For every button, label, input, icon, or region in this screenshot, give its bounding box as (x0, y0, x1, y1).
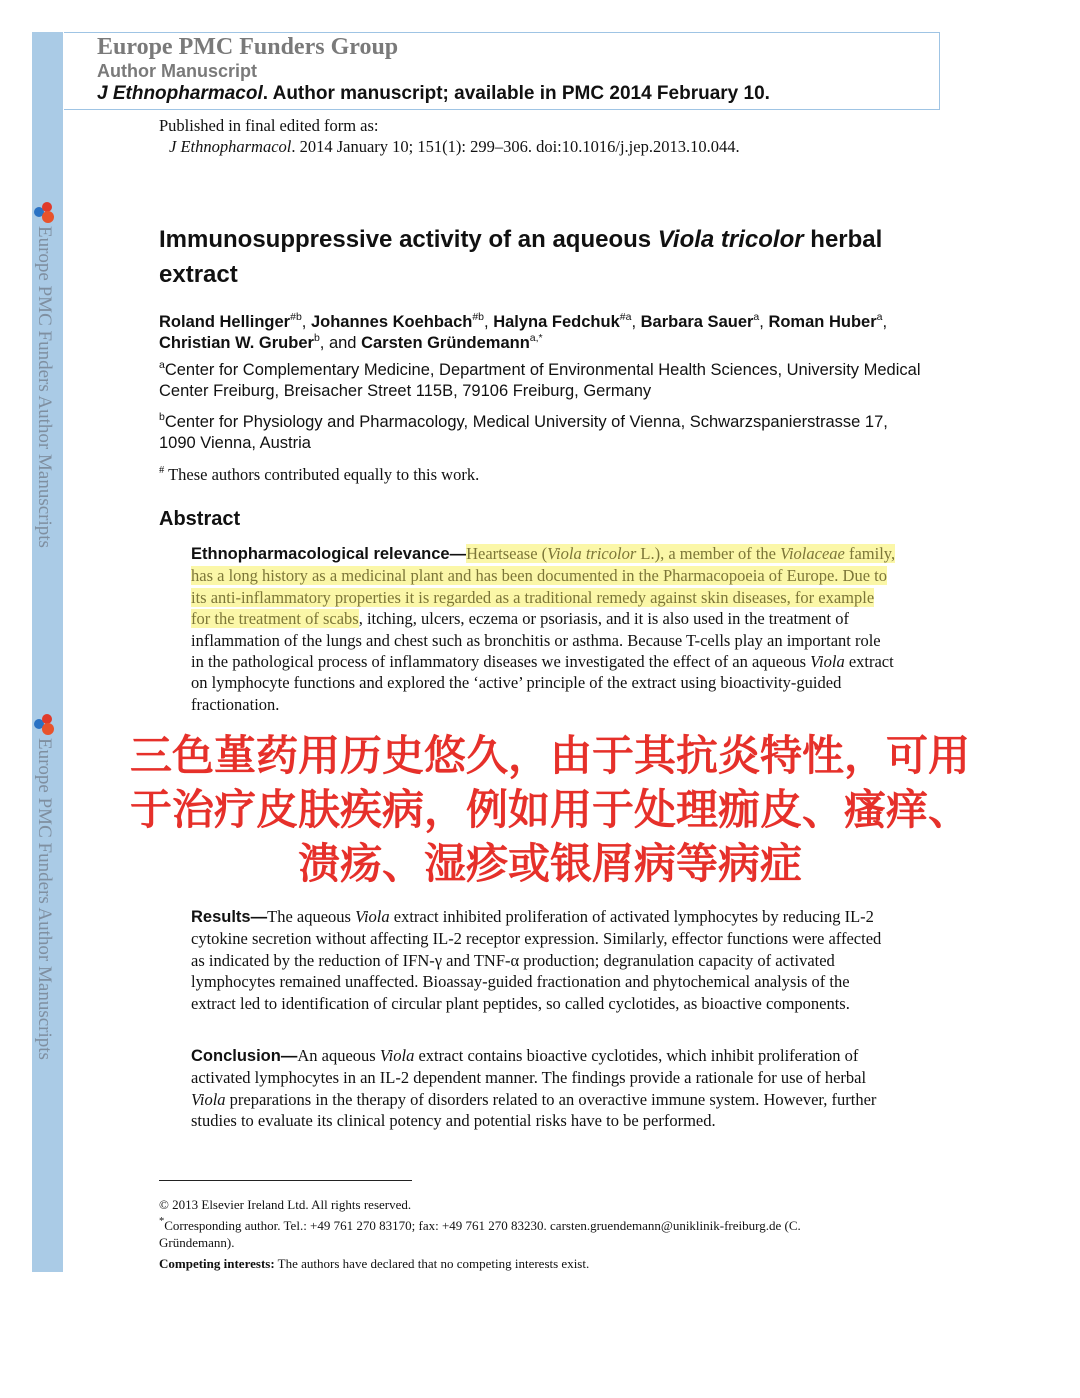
footnote-divider (159, 1180, 412, 1181)
caption-line-1: 三色堇药用历史悠久，由于其抗炎特性，可用 (129, 731, 970, 780)
author-name: Barbara Sauer (640, 313, 754, 331)
author-name: Johannes Koehbach (310, 313, 473, 331)
affiliation-a: $^a$Center for Complementary Medicine, Department of Environmental Health Sciences, University Medical Center Freiburg, Breisacher Street 115B, 79106 Freiburg, Germany (159, 358, 921, 400)
affiliation-b: $^b$Center for Physiology and Pharmacology, Medical University of Vienna, Schwarzspanierstrasse 17, 1090 Vienna, Austria (159, 410, 888, 452)
chinese-caption-overlay (90, 726, 1010, 890)
copyright: © 2013 Elsevier Ireland Ltd. All rights reserved. (159, 1197, 412, 1212)
caption-line-2: 于治疗皮肤疾病，例如用于处理痂皮、瘙痒、 (129, 785, 970, 834)
abstract-relevance: Ethnopharmacological relevance—Heartsease (Viola tricolor L.), a member of the Violaceae family, has a long history as a medicinal plant and has been documented in the Pharmacopoeia of Europe. Due to its anti-inflammatory properties it is regarded as a traditional remedy against skin diseases, for example for the treatment of scabs, itching, ulcers, eczema or psoriasis, and it is also used in the treatment of inflammation of the lungs and chest such as bronchitis or asthma. Because T-cells play an important role in the pathological process of inflammatory diseases we investigated the effect of an aqueous Viola extract on lymphocyte functions and explored the ‘active’ principle of the extract using bioactivity-guided fractionation. (191, 544, 896, 714)
author-manuscript-label: Author Manuscript (97, 61, 257, 81)
funders-group-title: Europe PMC Funders Group (97, 34, 399, 60)
author-name: Carsten Gründemann (361, 334, 530, 352)
side-label-text: Europe PMC Funders Author Manuscripts (34, 738, 55, 1060)
europe-pmc-logo-icon (34, 202, 54, 222)
author-name: Roman Huber (768, 313, 877, 331)
article-title: Immunosuppressive activity of an aqueous Viola tricolor herbal extract (159, 226, 883, 288)
abstract-conclusion: Conclusion—An aqueous Viola extract contains bioactive cyclotides, which inhibit proliferation of activated lymphocytes in an IL-2 dependent manner. The findings provide a rationale for use of herbal Viola preparations in the therapy of disorders related to an overactive immune system. However, further studies to evaluate its clinical potency and potential risks have to be performed. (191, 1046, 877, 1131)
author-name: Christian W. Gruber (159, 334, 314, 352)
abstract-heading: Abstract (159, 508, 241, 530)
side-label-top (31, 202, 57, 602)
citation: J Ethnopharmacol. 2014 January 10; 151(1): 299–306. doi:10.1016/j.jep.2013.10.044. (169, 137, 740, 156)
competing-interests: Competing interests: The authors have declared that no competing interests exist. (159, 1256, 590, 1271)
published-label: Published in final edited form as: (159, 116, 379, 135)
equal-contribution-note: # These authors contributed equally to this work. (159, 464, 480, 484)
author-name: Halyna Fedchuk (493, 313, 620, 331)
journal-availability: J Ethnopharmacol. Author manuscript; available in PMC 2014 February 10. (97, 83, 770, 104)
caption-line-3: 溃疡、湿疹或银屑病等病症 (297, 839, 802, 888)
corresponding-author: *Corresponding author. Tel.: +49 761 270 83170; fax: +49 761 270 83230. carsten.gruendemann@uniklinik-freiburg.de (C. Gründemann). (159, 1215, 801, 1250)
side-label-text: Europe PMC Funders Author Manuscripts (34, 226, 55, 548)
abstract-results: Results—The aqueous Viola extract inhibited proliferation of activated lymphocytes by reducing IL-2 cytokine secretion without affecting IL-2 receptor expression. Similarly, effector functions were affected as indicated by the reduction of IFN-γ and TNF-α production; degranulation capacity of activated lymphocytes remained unaffected. Bioassay-guided fractionation and phytochemical analysis of the extract led to identification of circular plant peptides, so called cyclotides, as bioactive components. (191, 907, 882, 1013)
author-name: Roland Hellinger (159, 313, 291, 331)
europe-pmc-logo-icon (34, 714, 54, 734)
author-list: Roland Hellinger$^{\#b}$, Johannes Koehbach$^{\#b}$, Halyna Fedchuk$^{\#a}$, Barbara Sauer$^a$, Roman Huber$^a$, Christian W. Gruber$^b$, and Carsten Gründemann$^{a,*}$ (159, 310, 888, 352)
highlighted-text: Heartsease (Viola tricolor L.), a member of the Violaceae family, has a long history as a medicinal plant and has been documented in the Pharmacopoeia of Europe. Due to its anti-inflammatory properties it is regarded as a traditional remedy against skin diseases, for example for the treatment of scabs (191, 544, 896, 629)
side-label-bottom (31, 714, 57, 1114)
